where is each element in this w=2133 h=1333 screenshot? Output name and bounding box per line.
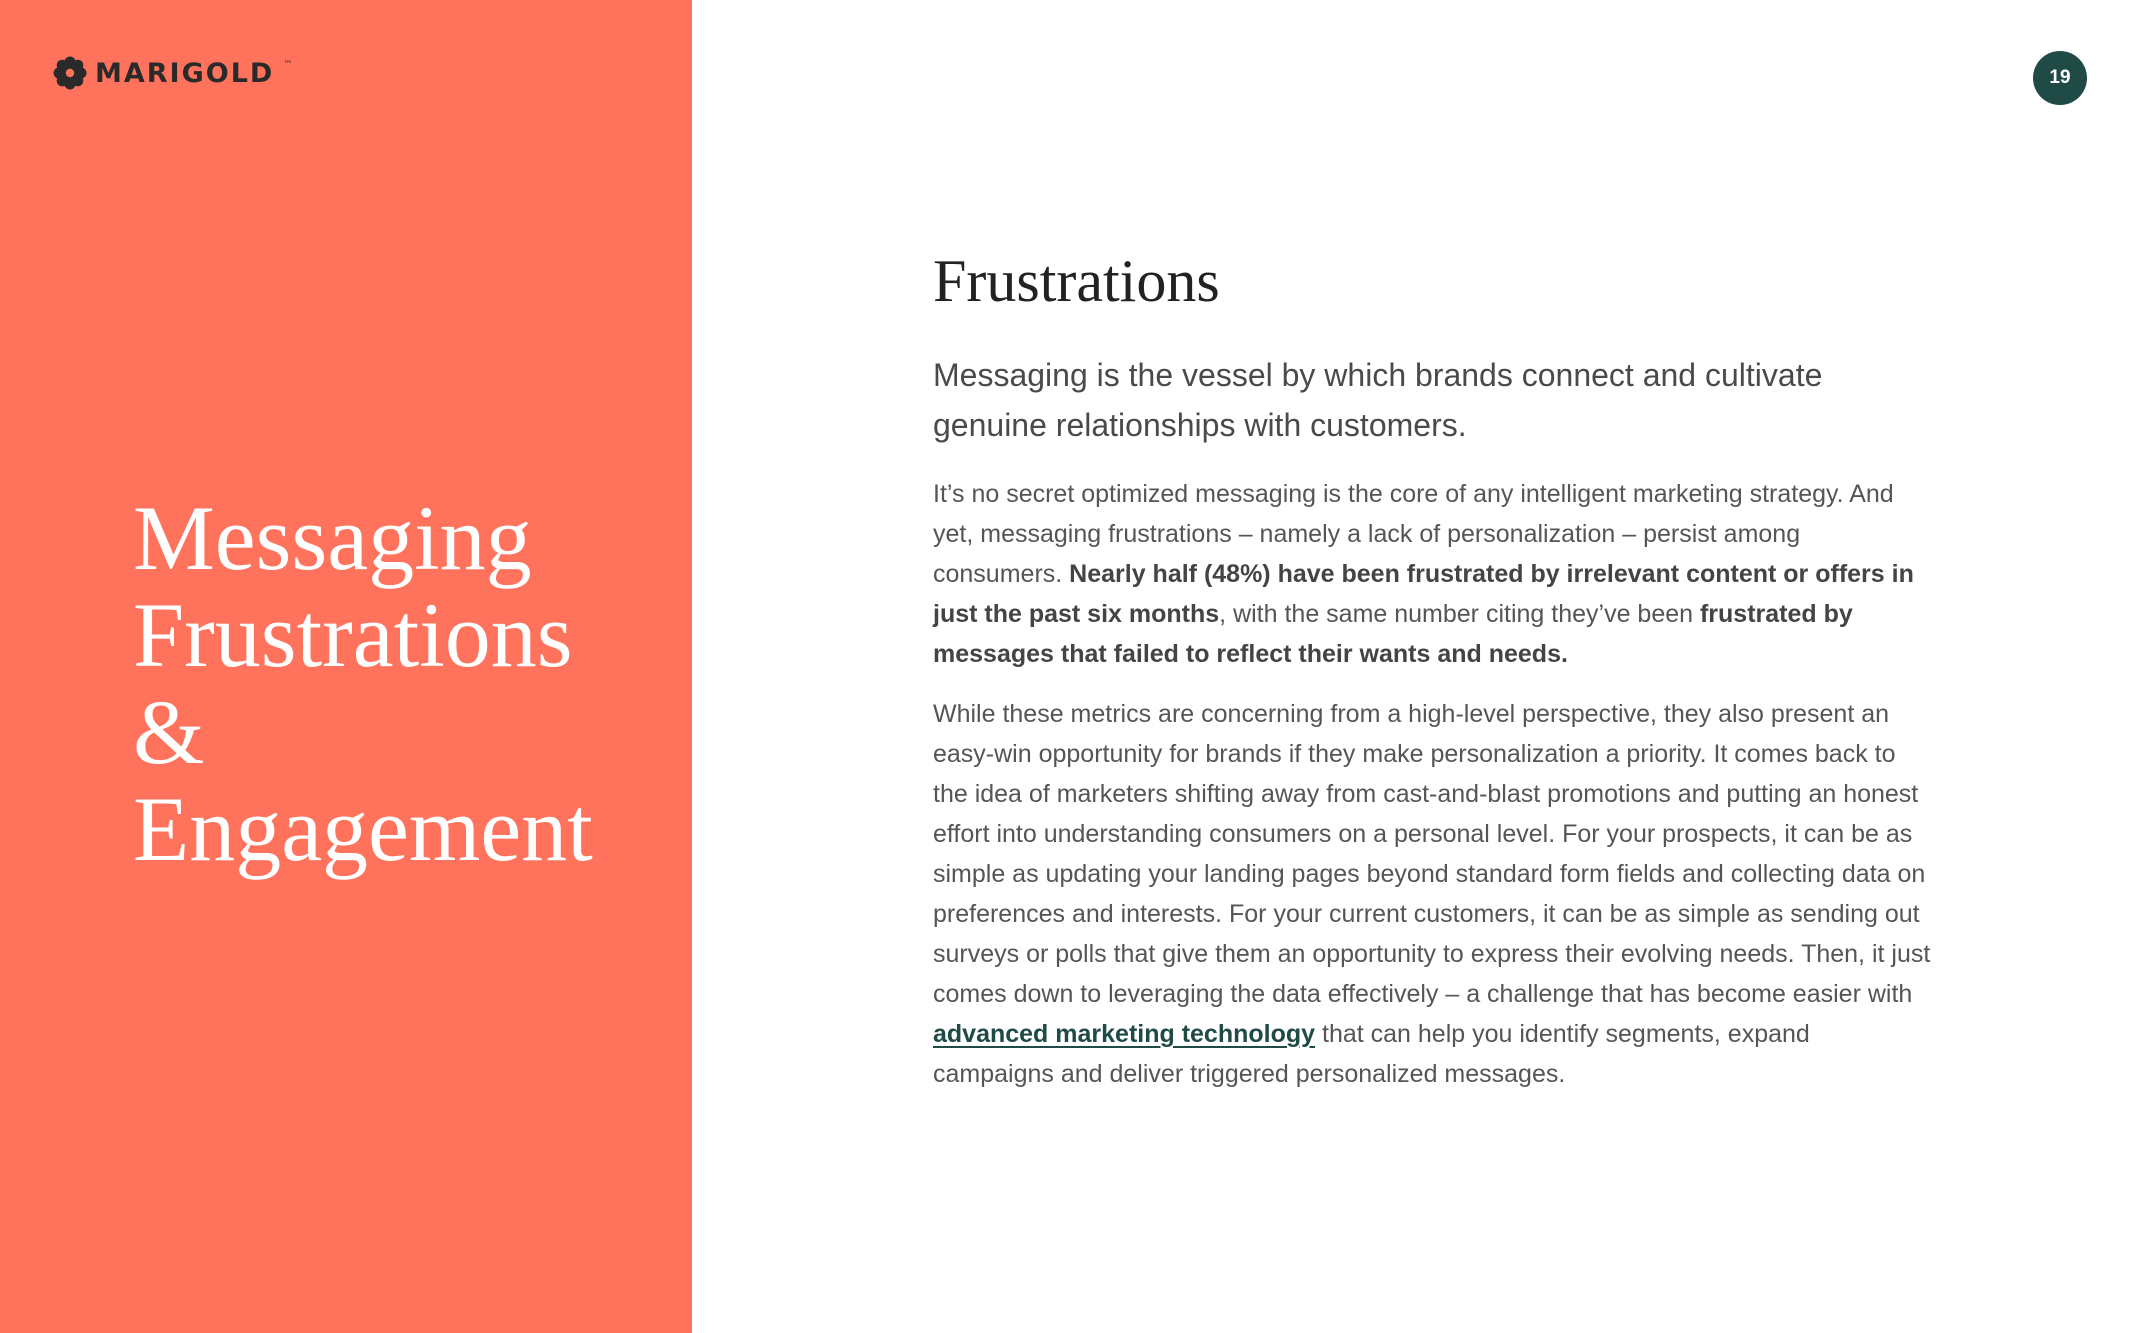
marigold-logo	[53, 56, 292, 90]
lead-paragraph: Messaging is the vessel by which brands connect and cultivate genuine relationships with customers.	[933, 357, 1823, 443]
main-content	[933, 246, 1933, 1114]
section-title	[133, 487, 673, 880]
paragraph-text: It’s no secret optimized messaging is the core of any intelligent marketing strategy. And yet, messaging frustrations – namely a lack of personalization – persist among consumers.	[933, 480, 1894, 588]
logo-wordmark: MARIGOLD	[95, 57, 275, 89]
section-panel	[0, 0, 692, 1333]
content-heading: Frustrations	[933, 248, 1220, 314]
paragraph-text: that can help you identify segments, expand campaigns and deliver triggered personalized messages.	[933, 1020, 1810, 1088]
paragraph-highlight: frustrated by messages that failed to reflect their wants and needs.	[933, 600, 1853, 668]
section-title-line: Engagement	[133, 778, 593, 880]
paragraph-text: While these metrics are concerning from a high-level perspective, they also present an easy-win opportunity for brands if they make personalization a priority. It comes back to the idea of marketers shifting away from cast-and-blast promotions and putting an honest effort into understanding consumers on a personal level. For your prospects, it can be as simple as updating your landing pages beyond standard form fields and collecting data on preferences and interests. For your current customers, it can be as simple as sending out surveys or polls that give them an opportunity to express their evolving needs. Then, it just comes down to leveraging the data effectively – a challenge that has become easier with	[933, 700, 1931, 1008]
body-paragraph-1	[933, 474, 1933, 674]
logo-trademark: ™	[283, 60, 293, 70]
body-paragraph-2	[933, 694, 1933, 1094]
section-title-line: Messaging	[133, 487, 532, 589]
section-title-line: Frustrations	[133, 584, 573, 686]
marketing-technology-link[interactable]: advanced marketing technology	[933, 1020, 1316, 1048]
page-number-badge: 19	[2033, 51, 2087, 105]
paragraph-highlight: Nearly half (48%) have been frustrated by irrelevant content or offers in just the past six months	[933, 560, 1914, 628]
paragraph-text: , with the same number citing they’ve been	[1219, 600, 1700, 628]
marigold-flower-icon	[53, 56, 87, 90]
section-title-line: &	[133, 681, 205, 783]
